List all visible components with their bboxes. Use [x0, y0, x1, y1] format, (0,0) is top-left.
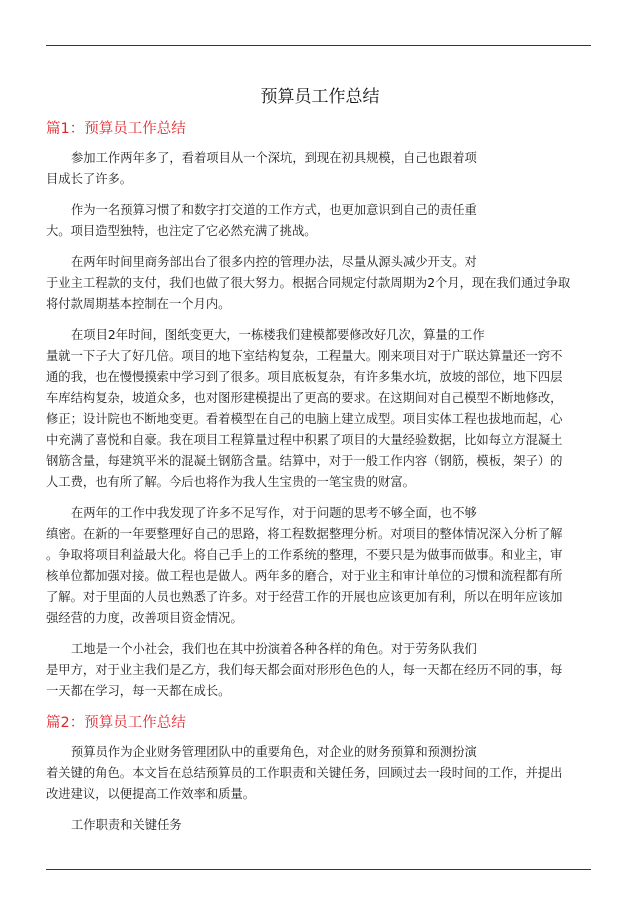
paragraph	[46, 148, 594, 190]
paragraph-line: 参加工作两年多了，看着项目从一个深坑，到现在初具规模，自己也跟着项	[71, 151, 477, 165]
paragraph-line: 大。项目造型独特，也注定了它必然充满了挑战。	[46, 224, 317, 238]
paragraph-line: 钢筋含量，每建筑平米的混凝土钢筋含量。结算中，对于一般工作内容（钢筋，模板，架子）的	[46, 454, 563, 468]
paragraph-line: 作为一名预算习惯了和数字打交道的工作方式，也更加意识到自己的责任重	[71, 203, 477, 217]
section-1	[46, 118, 594, 702]
paragraph-line: 车库结构复杂，坡道众多，也对图形建模提出了更高的要求。在这期间对自己模型不断地修改，	[46, 391, 563, 405]
paragraph-line: 中充满了喜悦和自豪。我在项目工程算量过程中积累了项目的大量经验数据，比如每立方混凝土	[46, 433, 563, 447]
paragraph-line: 在项目2年时间，图纸变更大，一栋楼我们建模都要修改好几次，算量的工作	[71, 328, 485, 342]
paragraph-line: 一天都在学习，每一天都在成长。	[46, 684, 231, 698]
paragraph-line: 了解。对于里面的人员也熟悉了许多。对于经营工作的开展也应该更加有利，所以在明年应该加	[46, 590, 563, 604]
document-body	[46, 84, 594, 846]
footer-rule	[46, 869, 591, 870]
paragraph-line: 缜密。在新的一年要整理好自己的思路，将工程数据整理分析。对项目的整体情况深入分析了解	[46, 527, 563, 541]
paragraph	[46, 742, 594, 805]
document-title: 预算员工作总结	[260, 87, 380, 107]
paragraph-line: 改进建议，以便提高工作效率和质量。	[46, 787, 256, 801]
paragraph-line: 在两年的工作中我发现了许多不足写作，对于问题的思考不够全面，也不够	[71, 506, 477, 520]
paragraph-line: 将付款周期基本控制在一个月内。	[46, 297, 231, 311]
paragraph-line: 是甲方，对于业主我们是乙方，我们每天都会面对形形色色的人，每一天都在经历不同的事，每	[46, 663, 563, 677]
paragraph	[46, 639, 594, 702]
paragraph-line: 核单位都加强对接。做工程也是做人。两年多的磨合，对于业主和审计单位的习惯和流程都有所	[46, 569, 563, 583]
paragraph	[46, 503, 594, 629]
sections-container	[46, 118, 594, 836]
paragraph	[46, 252, 594, 315]
paragraph-line: 通的我，也在慢慢摸索中学习到了很多。项目底板复杂，有许多集水坑，放坡的部位，地下四层	[46, 370, 563, 384]
paragraph	[46, 325, 594, 493]
paragraph-line: 强经营的力度，改善项目资金情况。	[46, 611, 243, 625]
paragraph-line: 预算员作为企业财务管理团队中的重要角色，对企业的财务预算和预测扮演	[71, 745, 477, 759]
header-rule	[46, 45, 591, 46]
paragraph-line: 修正；设计院也不断地变更。看着模型在自己的电脑上建立成型。项目实体工程也拔地而起，心	[46, 412, 563, 426]
paragraph-line: 人工费，也有所了解。今后也将作为我人生宝贵的一笔宝贵的财富。	[46, 475, 415, 489]
paragraph-line: 着关键的角色。本文旨在总结预算员的工作职责和关键任务，回顾过去一段时间的工作，并提出	[46, 766, 563, 780]
paragraph	[46, 200, 594, 242]
paragraph-line: 工地是一个小社会，我们也在其中扮演着各种各样的角色。对于劳务队我们	[71, 642, 477, 656]
section-2	[46, 712, 594, 836]
paragraph-line: 工作职责和关键任务	[71, 818, 182, 832]
section-heading: 篇2：预算员工作总结	[46, 715, 186, 731]
section-heading: 篇1：预算员工作总结	[46, 121, 186, 137]
paragraph-line: 在两年时间里商务部出台了很多内控的管理办法，尽量从源头减少开支。对	[71, 255, 477, 269]
paragraph-line: 目成长了许多。	[46, 172, 133, 186]
paragraph	[46, 815, 594, 836]
paragraph-line: 。争取将项目利益最大化。将自己手上的工作系统的整理，不要只是为做事而做事。和业主，审	[46, 548, 563, 562]
paragraph-line: 于业主工程款的支付，我们也做了很大努力。根据合同规定付款周期为2个月，现在我们通过争取	[46, 276, 571, 290]
paragraph-line: 量就一下子大了好几倍。项目的地下室结构复杂，工程量大。刚来项目对于广联达算量还一窍不	[46, 349, 563, 363]
